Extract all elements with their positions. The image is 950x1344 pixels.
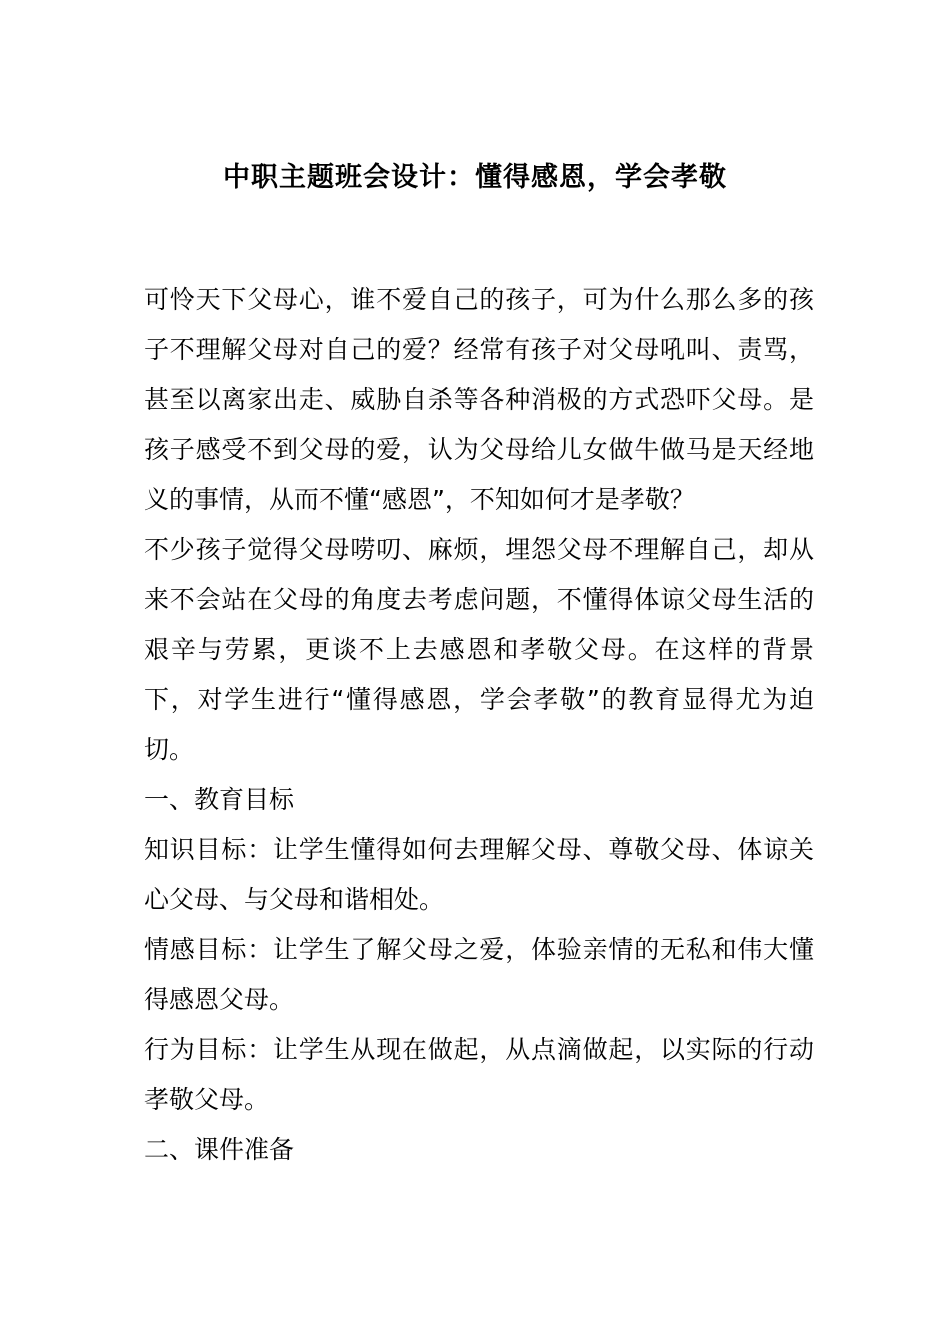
document-body — [144, 275, 814, 1175]
intro-paragraph-1: 可怜天下父母心，谁不爱自己的孩子，可为什么那么多的孩子不理解父母对自己的爱？经常有孩子对父母吼叫、责骂，甚至以离家出走、威胁自杀等各种消极的方式恐吓父母。是孩子感受不到父母的爱，认为父母给儿女做牛做马是天经地义的事情，从而不懂“感恩”，不知如何才是孝敬？ — [144, 285, 814, 514]
section-heading-courseware: 二、课件准备 — [144, 1135, 295, 1164]
intro-paragraph-2: 不少孩子觉得父母唠叨、麻烦，埋怨父母不理解自己，却从来不会站在父母的角度去考虑问题，不懂得体谅父母生活的艰辛与劳累，更谈不上去感恩和孝敬父母。在这样的背景下，对学生进行“懂得感恩，学会孝敬”的教育显得尤为迫切。 — [144, 535, 814, 764]
document-title: 中职主题班会设计：懂得感恩，学会孝敬 — [223, 162, 727, 193]
emotional-goal-paragraph: 情感目标：让学生了解父母之爱，体验亲情的无私和伟大懂得感恩父母。 — [144, 935, 814, 1014]
section-heading-education-goals: 一、教育目标 — [144, 785, 295, 814]
knowledge-goal-paragraph: 知识目标：让学生懂得如何去理解父母、尊敬父母、体谅关心父母、与父母和谐相处。 — [144, 835, 814, 914]
behavior-goal-paragraph: 行为目标：让学生从现在做起，从点滴做起，以实际的行动孝敬父母。 — [144, 1035, 814, 1114]
